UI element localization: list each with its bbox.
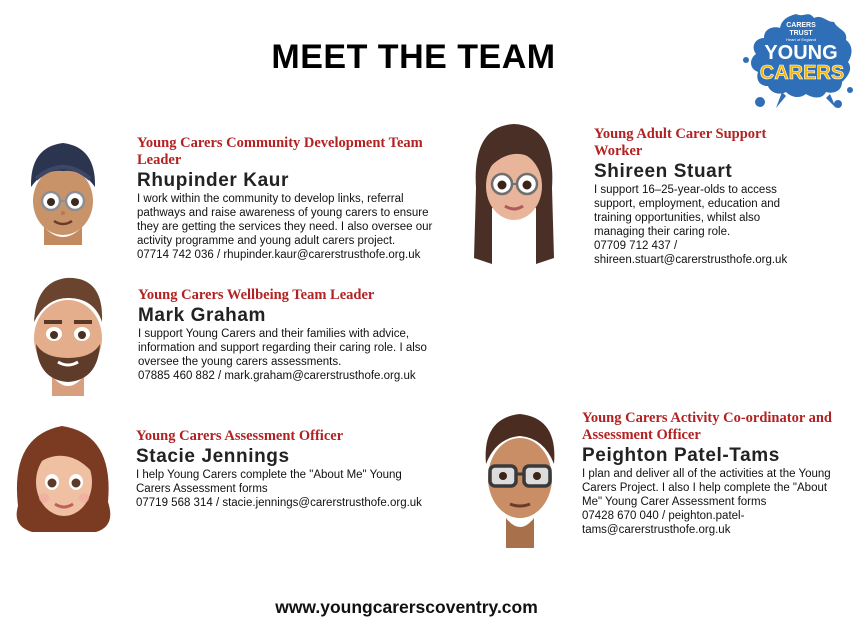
young-carers-logo	[738, 8, 856, 112]
logo-line1: CARERS	[786, 22, 816, 29]
member-peighton-patel-tams	[582, 410, 844, 537]
member-rhupinder-kaur	[137, 135, 447, 262]
member-name: Stacie Jennings	[136, 446, 290, 467]
member-description: I plan and deliver all of the activities at the Young Carers Project. I also I help complete the "About Me" Young Carer Assessment forms	[582, 468, 831, 508]
member-contact: 07885 460 882 / mark.graham@carerstrusthofe.org.uk	[138, 370, 416, 382]
member-contact: 07709 712 437 / shireen.stuart@carerstrusthofe.org.uk	[594, 240, 788, 266]
member-contact: 07714 742 036 / rhupinder.kaur@carerstrusthofe.org.uk	[137, 249, 421, 261]
member-description: I support 16–25-year-olds to access support, employment, education and training opportunities, whilst also managing their caring role.	[594, 184, 781, 238]
member-role: Young Carers Community Development Team Leader	[137, 135, 423, 168]
member-role: Young Carers Assessment Officer	[136, 428, 344, 444]
logo-line3: Heart of England	[785, 37, 817, 42]
avatar-mark-graham	[22, 272, 114, 396]
member-name: Mark Graham	[138, 305, 267, 326]
member-name: Peighton Patel-Tams	[582, 445, 780, 466]
member-role: Young Adult Carer Support Worker	[594, 126, 767, 159]
member-description: I support Young Carers and their families with advice, information and support regarding their caring role. I also oversee the young carers assessments.	[138, 328, 427, 368]
member-contact: 07719 568 314 / stacie.jennings@carerstrusthofe.org.uk	[136, 497, 422, 509]
avatar-stacie-jennings	[10, 416, 116, 538]
member-description: I work within the community to develop links, referral pathways and raise awareness of young carers to ensure they are getting the services they need. I also oversee our activity programme and young adult carers project.	[137, 193, 433, 247]
member-contact: 07428 670 040 / peighton.patel-tams@carerstrusthofe.org.uk	[582, 510, 745, 536]
member-name: Rhupinder Kaur	[137, 170, 289, 191]
logo-word-carers: CARERS	[759, 62, 845, 84]
member-description: I help Young Carers complete the "About Me" Young Carers Assessment forms	[136, 469, 402, 495]
member-shireen-stuart	[594, 126, 809, 267]
avatar-rhupinder-kaur	[22, 135, 104, 245]
avatar-shireen-stuart	[466, 118, 562, 266]
member-name: Shireen Stuart	[594, 161, 733, 182]
page-title: MEET THE TEAM	[271, 38, 556, 76]
member-mark-graham	[138, 287, 438, 383]
footer-website-link[interactable]: www.youngcarerscoventry.com	[275, 597, 538, 617]
member-stacie-jennings	[136, 428, 436, 510]
logo-word-young: YOUNG	[764, 42, 838, 64]
member-role: Young Carers Activity Co-ordinator and Assessment Officer	[582, 410, 832, 443]
member-role: Young Carers Wellbeing Team Leader	[138, 287, 375, 303]
logo-line2: TRUST	[789, 30, 813, 37]
avatar-peighton-patel-tams	[472, 408, 568, 548]
